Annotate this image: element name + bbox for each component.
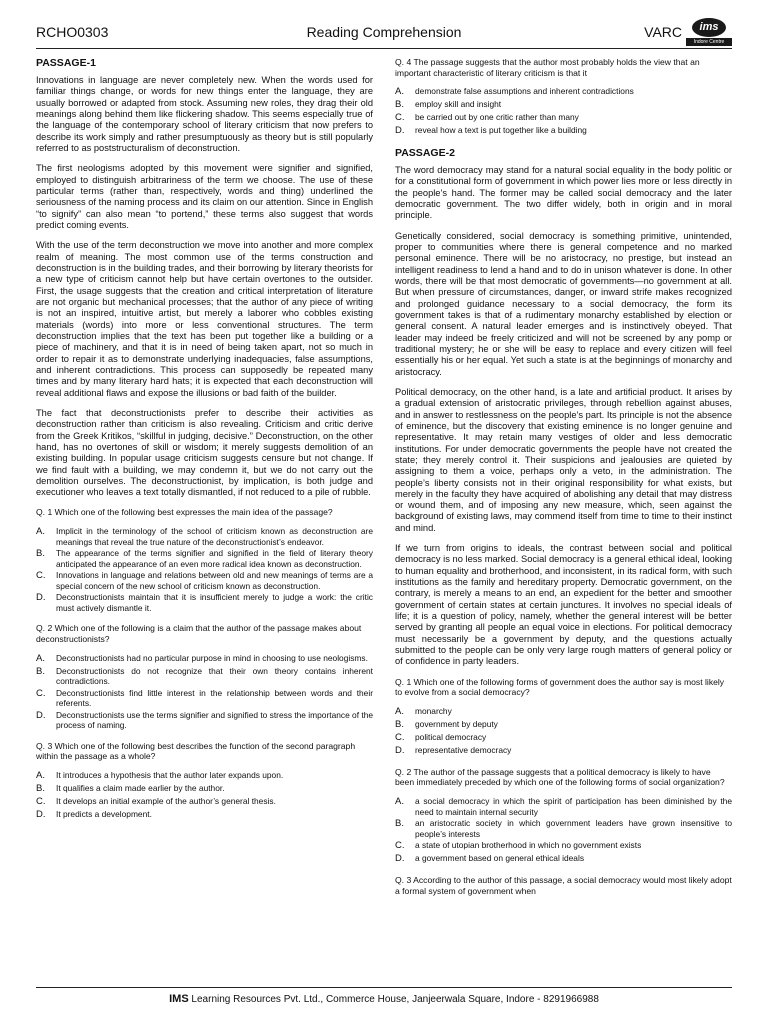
option-c[interactable] bbox=[395, 112, 732, 124]
option-text: demonstrate false assumptions and inherent contradictions bbox=[415, 86, 634, 97]
passage-1-paragraph: Innovations in language are never completely new. When the words used for familiar things change, or words for new things enter the language, they are usually borrowed or adapted from stock. Assuming new roles, they drag their old meanings along behind them like flickering shadow. This seems especially true of the language of the contemporary school of literary criticism that now prefers to describe its work simply and rather presumptuously as theory but is still popularly referred to as poststructuralism of deconstruction. bbox=[36, 75, 373, 153]
option-letter: B. bbox=[36, 782, 45, 794]
option-text: Implicit in the terminology of the school of criticism known as deconstruction are meanings that reveal the true nature of the deconstructionist’s endeavor. bbox=[56, 526, 373, 547]
option-text: Deconstructionists maintain that it is insufficient merely to judge a work: the critic must actively dismantle it. bbox=[56, 592, 373, 613]
passage-1-question-4 bbox=[395, 57, 732, 137]
option-letter: A. bbox=[395, 706, 404, 718]
footer-text: Learning Resources Pvt. Ltd., Commerce House, Janjeerwala Square, Indore - 8291966988 bbox=[188, 994, 599, 1005]
option-letter: D. bbox=[395, 744, 405, 756]
ims-logo bbox=[686, 18, 732, 46]
option-text: a social democracy in which the spirit of participation has been diminished by the need to maintain internal security bbox=[415, 796, 732, 817]
footer-brand: IMS bbox=[169, 993, 189, 1005]
option-text: employ skill and insight bbox=[415, 99, 502, 110]
option-letter: B. bbox=[36, 548, 45, 560]
option-letter: C. bbox=[395, 731, 405, 743]
option-d[interactable] bbox=[36, 592, 373, 613]
option-list bbox=[36, 653, 373, 731]
option-text: monarchy bbox=[415, 706, 452, 717]
option-text: The appearance of the terms signifier and signified in the field of literary theory anticipated the appearance of an even more radical idea known as deconstruction. bbox=[56, 548, 373, 569]
passage-2-question-2 bbox=[395, 767, 732, 865]
option-d[interactable] bbox=[395, 745, 732, 757]
passage-2-paragraph: Political democracy, on the other hand, is a late and artificial product. It arises by a gradual extension of aristocratic privileges, through rebellion against abuses, and in answer to restlessness on the people’s part. Its principle is not the absence of eminence, but the discovery that existing eminence is no longer genuine and representative. It may retain many vestiges of older and less democratic institutions. For under democratic governments the people have not created the state; they merely control it. Their suspicions and jealousies are quieted by assigning to them a voice, perhaps only a veto, in the administration. The people’s liberty consists not in their original responsibility for what exists, but merely in the faculty they have acquired of abolishing any detail that may distress or wound them, and of imposing any new measure, which, seen against the background of existing laws, may commend itself from time to time to their instinct and mind. bbox=[395, 386, 732, 533]
option-letter: C. bbox=[395, 112, 405, 124]
passage-1-question-3 bbox=[36, 741, 373, 821]
option-d[interactable] bbox=[36, 710, 373, 731]
passage-2-question-1 bbox=[395, 677, 732, 757]
option-text: It qualifies a claim made earlier by the author. bbox=[56, 782, 225, 793]
option-letter: D. bbox=[36, 592, 46, 604]
passage-2-paragraph: If we turn from origins to ideals, the contrast between social and political democracy is no less marked. Social democracy is a general ethical ideal, looking to human equality and brotherhood, and inconsistent, in its radical form, with such institutions as the family and hereditary property. Democratic government, on the contrary, is merely a means to an end, an expedient for the better and smoother government of certain states at certain junctures. It involves no special ideals of life; it is a question of policy, namely, whether the general interest will be better served by granting all people an equal voice in elections. For political democracy must necessarily be a government by deputy, and the questions actually submitted to the people can be only very large rough matters of general policy or of confidence in party leaders. bbox=[395, 543, 732, 667]
option-letter: B. bbox=[395, 99, 404, 111]
passage-2-heading: PASSAGE-2 bbox=[395, 146, 455, 159]
option-text: representative democracy bbox=[415, 744, 512, 755]
option-list bbox=[395, 86, 732, 137]
option-c[interactable] bbox=[36, 688, 373, 709]
passage-1-question-2 bbox=[36, 623, 373, 730]
question-text: Q. 2 The author of the passage suggests that a political democracy is likely to have been immediately preceded by which one of the following forms of social organization? bbox=[395, 766, 725, 788]
option-c[interactable] bbox=[36, 796, 373, 808]
passage-2-paragraph: Genetically considered, social democracy is something primitive, unintended, proper to communities where there is general competence and no marked personal eminence. There will be no aristocracy, no prestige, but instead an intelligent readiness to lend a hand and to do in unison whatever is done. In other words, there will be that most democratic of governments—no government at all. But when pressure of circumstances, danger, or inward strife makes recognized and prolonged guidance necessary to a social democracy, the form its government takes is that of a rudimentary monarchy established by election or general consent. A natural leader emerges and is instinctively obeyed. That leader may indeed be freely criticized and will not be screened by any pomp or traditional mystery; he or she will be easy to replace and every citizen will feel essentially his or her equal. Yet such a state is at the beginnings of monarchy and aristocracy. bbox=[395, 230, 732, 377]
option-letter: C. bbox=[36, 570, 46, 582]
option-d[interactable] bbox=[395, 853, 732, 865]
option-a[interactable] bbox=[36, 770, 373, 782]
option-text: a government based on general ethical ideals bbox=[415, 853, 585, 864]
option-text: It develops an initial example of the author’s general thesis. bbox=[56, 795, 276, 806]
option-b[interactable] bbox=[36, 666, 373, 687]
passage-1-paragraph: The fact that deconstructionists prefer to describe their activities as deconstruction rather than criticism is also revealing. Criticism and critic derive from the Greek Kritikos, “skillful in judging, decisive.” Deconstruction, on the other hand, has no overtones of skill or wisdom; it merely suggests demolition of an existing building. In popular usage criticism suggests censure but not change. If we find fault with a building, we may condemn it, but we do not carry out the demolition ourselves. The deconstructionist, by implication, is both judge and executioner who leaves a text totally dismantled, if not reduced to a pile of rubble. bbox=[36, 407, 373, 498]
option-b[interactable] bbox=[395, 99, 732, 111]
option-letter: C. bbox=[395, 840, 405, 852]
section-label: VARC bbox=[644, 24, 682, 40]
option-text: Deconstructionists find little interest in the relationship between words and their referents. bbox=[56, 687, 373, 709]
question-text: Q. 3 Which one of the following best describes the function of the second paragraph within the passage as a whole? bbox=[36, 740, 356, 762]
page-header bbox=[36, 18, 732, 48]
option-letter: D. bbox=[36, 808, 46, 820]
option-letter: B. bbox=[36, 665, 45, 677]
left-column bbox=[36, 57, 373, 987]
logo-caption: Indore Centre bbox=[686, 38, 732, 46]
passage-1-question-1 bbox=[36, 507, 373, 613]
option-a[interactable] bbox=[36, 653, 373, 665]
passage-1-paragraph: The first neologisms adopted by this movement were signifier and signified, employed to distinguish arbitrariness of the term we choose. The use of these particular terms (rather than, respectively, words and thing) underlined the seriousness of the naming process and its claim on our attention. Since in English “to signify” can also mean “to portend,” these terms also suggest that words predict coming events. bbox=[36, 163, 373, 230]
option-a[interactable] bbox=[36, 526, 373, 547]
option-letter: C. bbox=[36, 795, 46, 807]
option-a[interactable] bbox=[395, 86, 732, 98]
option-letter: A. bbox=[36, 770, 45, 782]
option-text: political democracy bbox=[415, 731, 487, 742]
option-d[interactable] bbox=[395, 125, 732, 137]
option-b[interactable] bbox=[36, 548, 373, 569]
option-a[interactable] bbox=[395, 706, 732, 718]
header-divider bbox=[36, 48, 732, 49]
page-title: Reading Comprehension bbox=[306, 24, 462, 40]
right-column bbox=[395, 57, 732, 987]
option-letter: C. bbox=[36, 687, 46, 699]
option-text: It predicts a development. bbox=[56, 808, 152, 819]
option-list bbox=[395, 706, 732, 757]
question-text: Q. 1 Which one of the following forms of government does the author say is most likely to evolve from a social democracy? bbox=[395, 676, 725, 698]
option-letter: A. bbox=[36, 526, 45, 538]
option-c[interactable] bbox=[36, 570, 373, 591]
document-code: RCHO0303 bbox=[36, 24, 109, 40]
question-text: Q. 2 Which one of the following is a claim that the author of the passage makes about deconstructionists? bbox=[36, 623, 362, 644]
logo-mark: ims bbox=[692, 18, 726, 37]
option-text: be carried out by one critic rather than many bbox=[415, 112, 579, 123]
question-text: Q. 4 The passage suggests that the author most probably holds the view that an important characteristic of literary criticism is that it bbox=[395, 57, 700, 78]
option-text: an aristocratic society in which government leaders have grown insensitive to people’s interests bbox=[415, 818, 732, 839]
option-c[interactable] bbox=[395, 732, 732, 744]
option-b[interactable] bbox=[36, 783, 373, 795]
option-list bbox=[36, 526, 373, 613]
option-list bbox=[36, 770, 373, 821]
option-letter: B. bbox=[395, 719, 404, 731]
option-letter: A. bbox=[395, 796, 404, 808]
option-b[interactable] bbox=[395, 818, 732, 839]
passage-2-paragraph: The word democracy may stand for a natural social equality in the body politic or for a constitutional form of government in which power lies more or less directly in the people’s hand. The former may be called social democracy and the later democratic government. The two differ widely, both in origin and in moral principle. bbox=[395, 164, 732, 221]
option-a[interactable] bbox=[395, 796, 732, 817]
footer-divider bbox=[36, 987, 732, 988]
option-letter: A. bbox=[395, 86, 404, 98]
option-text: reveal how a text is put together like a building bbox=[415, 125, 587, 136]
option-text: a state of utopian brotherhood in which no government exists bbox=[415, 840, 642, 851]
option-list bbox=[395, 796, 732, 865]
option-letter: D. bbox=[395, 853, 405, 865]
option-letter: A. bbox=[36, 652, 45, 664]
option-text: Deconstructionists use the terms signifier and signified to stress the importance of the process of naming. bbox=[56, 709, 373, 731]
question-text: Q. 1 Which one of the following best expresses the main idea of the passage? bbox=[36, 507, 333, 518]
page-footer bbox=[36, 993, 732, 1005]
option-b[interactable] bbox=[395, 719, 732, 731]
passage-1-paragraph: With the use of the term deconstruction we move into another and more complex realm of meaning. The most common use of the terms construction and deconstruction is in the building trades, and their borrowing by literary theorists for a new type of criticism cannot help but have certain overtones to the outsider. First, the usage suggests that the creation and critical interpretation of literature are not organic but mechanical processes; that the author of any piece of writing is not an inspired, intuitive artist, but merely a laborer who cobbles existing materials (words) into more or less conventional structures. The term deconstruction implies that the text has been put together like a building or a piece of machinery, and that it is in need of being taken apart, not so much in order to repair it as to demonstrate underlying inadequacies, false assumptions, and inherent contradictions. This process can supposedly be repeated many times and by many literary hard hats; it is expected that each deconstruction will reveal additional flaws and expose the illusions or bad faith of the builder. bbox=[36, 240, 373, 398]
option-text: Deconstructionists had no particular purpose in mind in choosing to use neologisms. bbox=[56, 652, 368, 663]
option-letter: B. bbox=[395, 818, 404, 830]
option-text: It introduces a hypothesis that the author later expands upon. bbox=[56, 770, 284, 781]
option-d[interactable] bbox=[36, 809, 373, 821]
option-text: Deconstructionists do not recognize that their own theory contains inherent contradictions. bbox=[56, 665, 373, 687]
passage-2-question-3: Q. 3 According to the author of this passage, a social democracy would most likely adopt a formal system of government when bbox=[395, 874, 732, 896]
option-c[interactable] bbox=[395, 840, 732, 852]
option-letter: D. bbox=[36, 709, 46, 721]
option-letter: D. bbox=[395, 125, 405, 137]
passage-1-heading: PASSAGE-1 bbox=[36, 57, 96, 69]
option-text: Innovations in language and relations between old and new meanings of terms are a special concern of the new school of criticism known as deconstruction. bbox=[56, 570, 373, 591]
option-text: government by deputy bbox=[415, 719, 498, 730]
